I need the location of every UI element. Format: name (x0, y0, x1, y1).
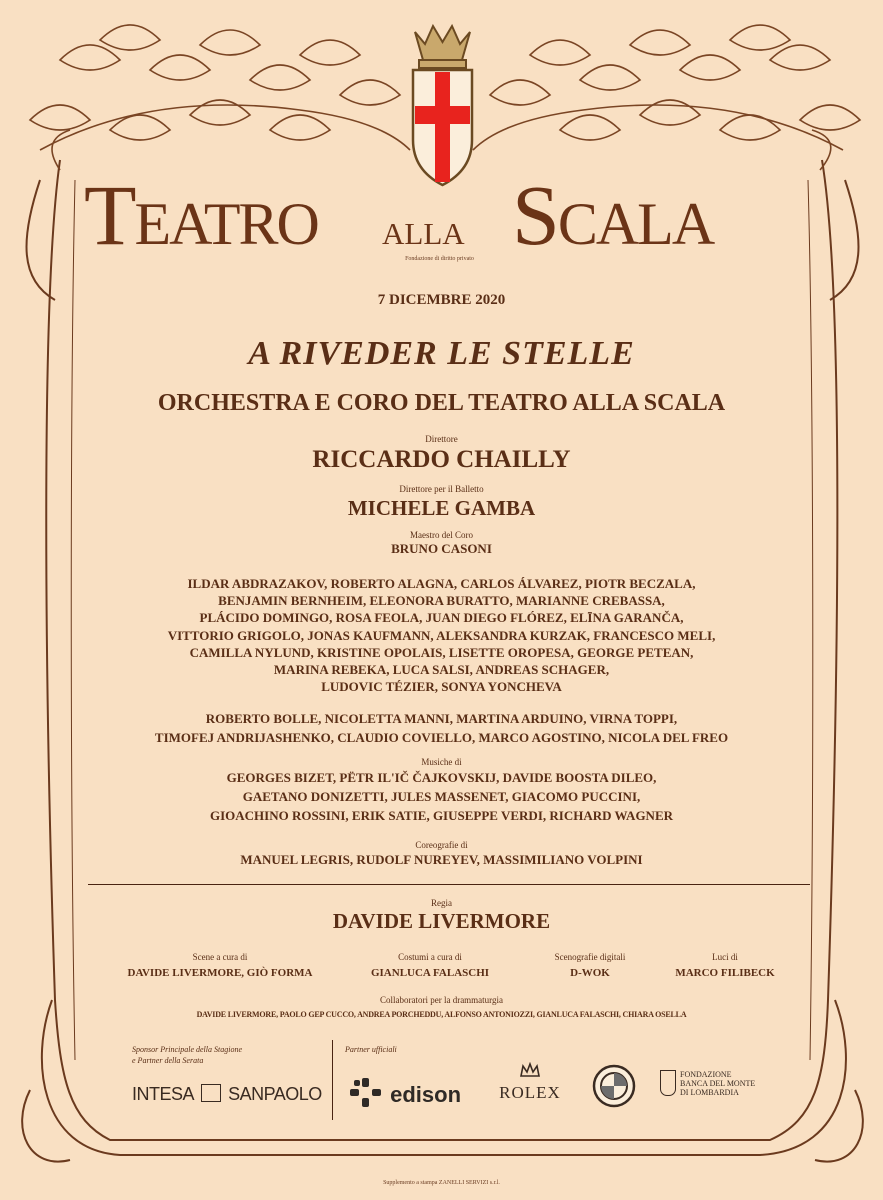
title-scala: Scala (512, 167, 714, 263)
list-item: MARINA REBEKA, LUCA SALSI, ANDREAS SCHAGER, (273, 662, 610, 678)
list-item: BENJAMIN BERNHEIM, ELEONORA BURATTO, MARIANNE CREBASSA, (218, 593, 665, 609)
edison-mark-icon (348, 1076, 384, 1110)
bmw-logo-icon (592, 1064, 636, 1108)
sponsor-divider (332, 1040, 333, 1120)
chorus-master-name: BRUNO CASONI (391, 541, 492, 556)
footer-note: Supplemento a stampa ZANELLI SERVIZI s.r.l. (383, 1180, 500, 1186)
list-item: LUDOVIC TÉZIER, SONYA YONCHEVA (321, 679, 562, 695)
music-label: Musiche di (421, 757, 462, 767)
composers-list (0, 768, 883, 825)
intesa-mark-icon (201, 1084, 221, 1102)
director-name: DAVIDE LIVERMORE (332, 909, 551, 933)
chorus-master-label: Maestro del Coro (410, 530, 473, 540)
fondazione-logo: FONDAZIONE BANCA DEL MONTE DI LOMBARDIA (660, 1070, 755, 1097)
event-title: A RIVEDER LE STELLE (248, 335, 635, 372)
director-label: Regia (431, 898, 452, 908)
title-teatro: Teatro (84, 167, 318, 263)
dancers-list (0, 709, 883, 747)
list-item: ROBERTO BOLLE, NICOLETTA MANNI, MARTINA ARDUINO, VIRNA TOPPI, (205, 711, 678, 726)
ballet-conductor-name: MICHELE GAMBA (347, 496, 536, 520)
foundation-note: Fondazione di diritto privato (405, 256, 474, 262)
list-item: PLÁCIDO DOMINGO, ROSA FEOLA, JUAN DIEGO FLÓREZ, ELĪNA GARANČA, (199, 610, 684, 626)
choreographers: MANUEL LEGRIS, RUDOLF NUREYEV, MASSIMILIANO VOLPINI (240, 852, 643, 867)
title-alla: alla (382, 205, 465, 254)
dramaturgy-label: Collaboratori per la drammaturgia (379, 995, 504, 1005)
choreography-label: Coreografie di (415, 840, 468, 850)
ensemble: ORCHESTRA E CORO DEL TEATRO ALLA SCALA (157, 390, 726, 416)
theatre-title (0, 165, 883, 265)
main-sponsor-label: Sponsor Principale della Stagione e Partner della Serata (132, 1045, 242, 1065)
credit-digital-sets: Scenografie digitali D-WOK (554, 952, 626, 979)
credit-scenes: Scene a cura di DAVIDE LIVERMORE, GIÒ FORMA (127, 952, 313, 979)
credit-costumes: Costumi a cura di GIANLUCA FALASCHI (370, 952, 490, 979)
fondazione-shield-icon (660, 1070, 676, 1096)
list-item: GIOACHINO ROSSINI, ERIK SATIE, GIUSEPPE VERDI, RICHARD WAGNER (209, 808, 674, 823)
divider (88, 884, 810, 885)
conductor-name: RICCARDO CHAILLY (312, 446, 571, 473)
list-item: CAMILLA NYLUND, KRISTINE OPOLAIS, LISETTE OROPESA, GEORGE PETEAN, (189, 644, 694, 660)
list-item: TIMOFEJ ANDRIJASHENKO, CLAUDIO COVIELLO, MARCO AGOSTINO, NICOLA DEL FREO (154, 730, 729, 745)
list-item: GEORGES BIZET, PËTR IL'IČ ČAJKOVSKIJ, DAVIDE BOOSTA DILEO, (226, 770, 657, 785)
singers-list (0, 575, 883, 695)
ballet-conductor-label: Direttore per il Balletto (399, 484, 484, 494)
conductor-label: Direttore (425, 434, 458, 444)
credit-lights: Luci di MARCO FILIBECK (675, 952, 775, 979)
partners-label: Partner ufficiali (345, 1045, 397, 1054)
list-item: VITTORIO GRIGOLO, JONAS KAUFMANN, ALEKSANDRA KURZAK, FRANCESCO MELI, (167, 627, 716, 643)
crown-icon (519, 1062, 541, 1078)
rolex-logo: ROLEX (494, 1062, 566, 1103)
list-item: ILDAR ABDRAZAKOV, ROBERTO ALAGNA, CARLOS ÁLVAREZ, PIOTR BECZALA, (187, 576, 696, 591)
event-date: 7 DICEMBRE 2020 (377, 292, 506, 308)
intesa-sanpaolo-logo: INTESA SANPAOLO (132, 1084, 322, 1104)
edison-logo: edison (348, 1076, 461, 1110)
dramaturgy-names: DAVIDE LIVERMORE, PAOLO GEP CUCCO, ANDREA PORCHEDDU, ALFONSO ANTONIOZZI, GIANLUCA FALASCHI, CHIARA OSELLA (196, 1010, 687, 1019)
list-item: GAETANO DONIZETTI, JULES MASSENET, GIACOMO PUCCINI, (242, 789, 641, 804)
